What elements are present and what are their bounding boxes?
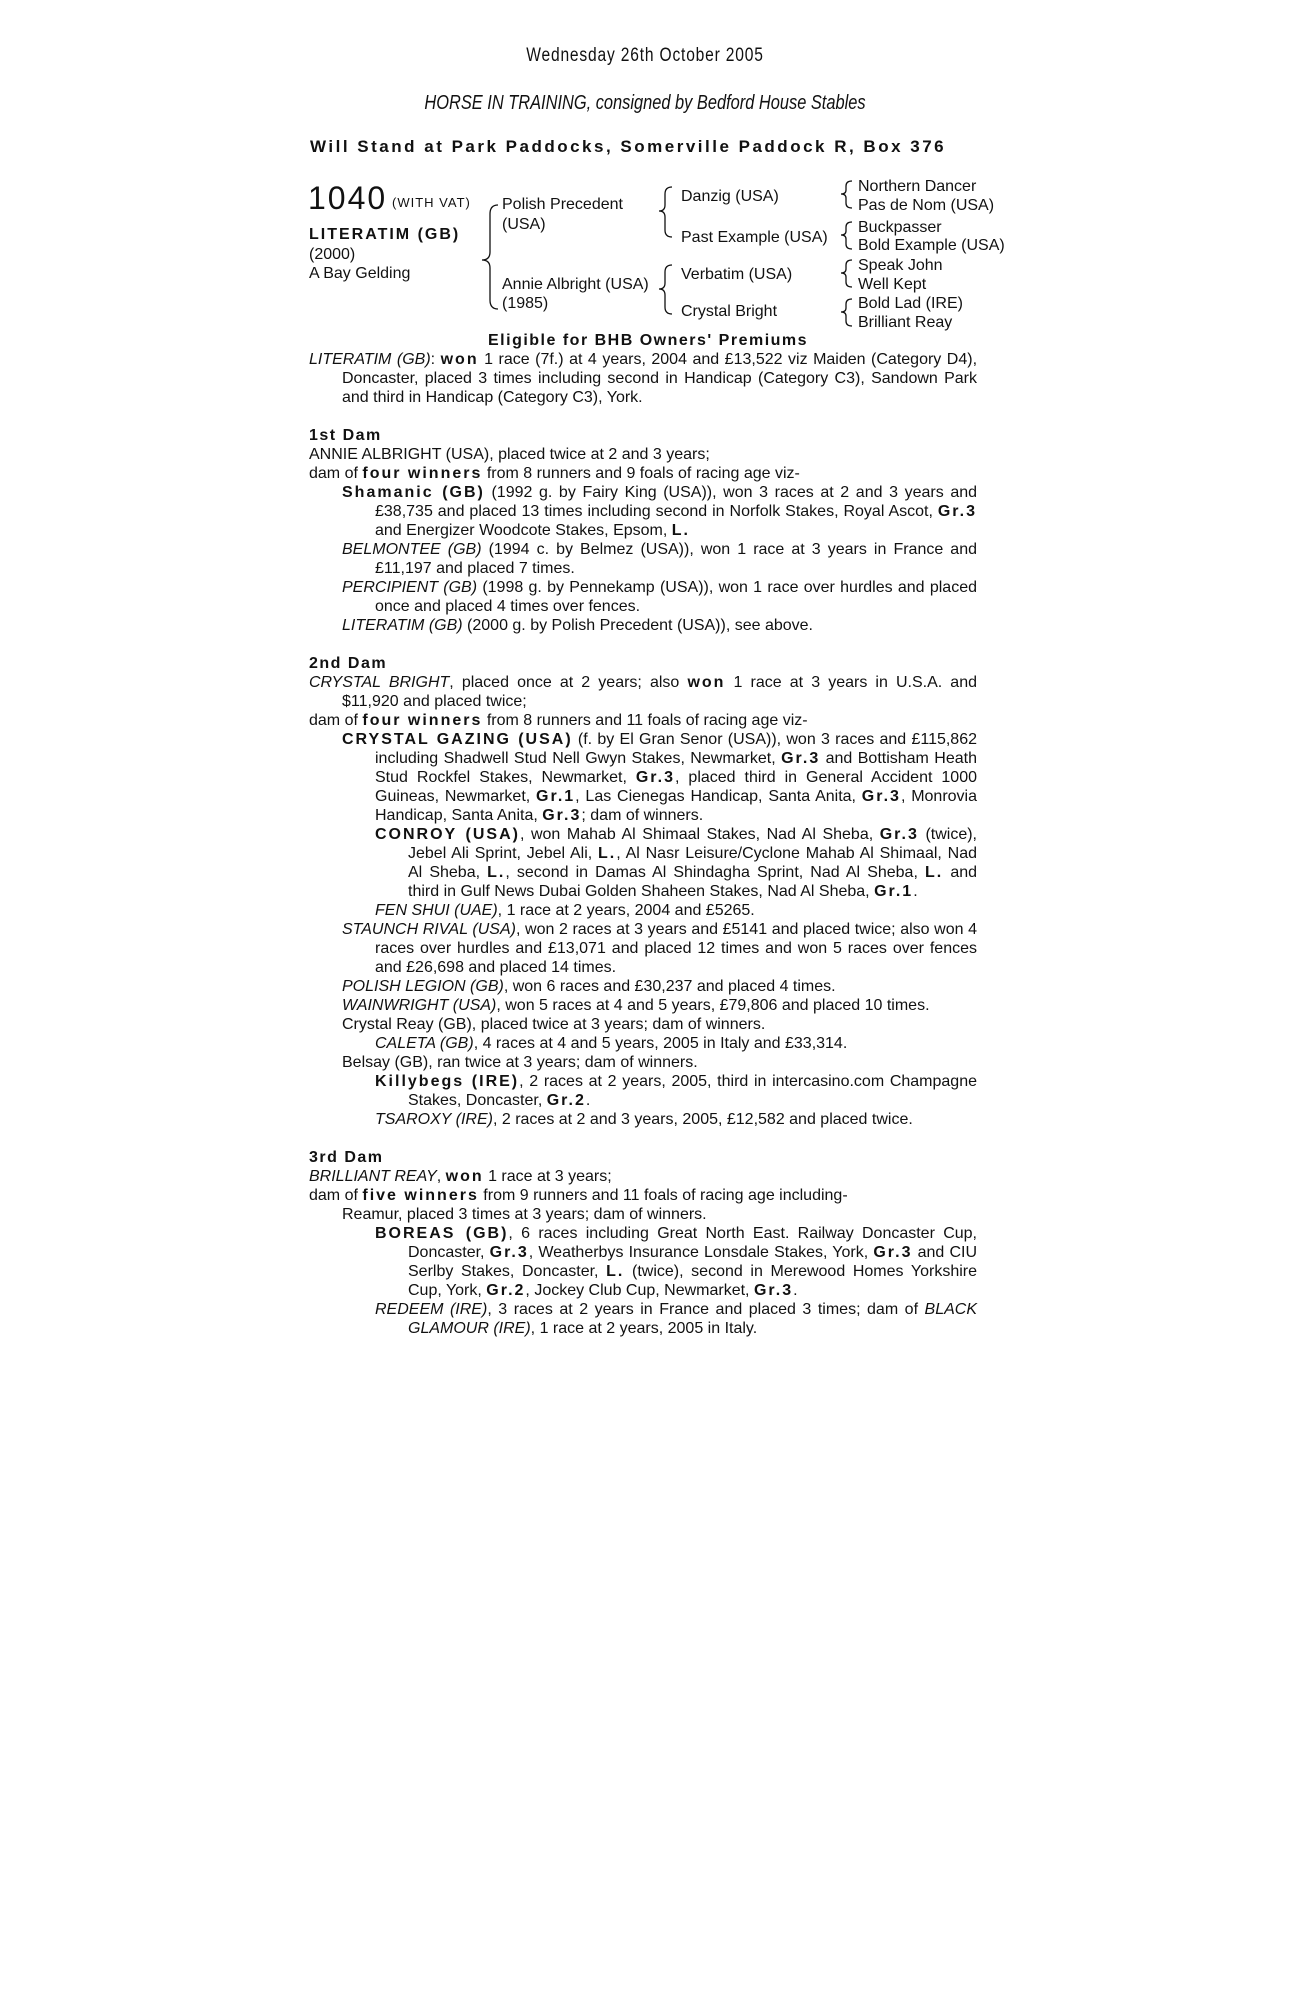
third-dam-heading: 3rd Dam [309, 1149, 384, 1166]
first-dam-produce-summary: dam of four winners from 8 runners and 9 foals of racing age viz- [309, 465, 800, 482]
pedigree-dss: Speak John [858, 257, 943, 274]
produce-percipient: PERCIPIENT (GB) (1998 g. by Pennekamp (USA)), won 1 race over hurdles and placed once and placed 4 times over fences. [342, 579, 978, 615]
record-text: 1 race (7f.) at 4 years, 2004 and £13,522 viz Maiden (Category D4), Doncaster, placed 3 times including second in Handicap (Category C3), Sandown Park and third in Handicap (Category C3), York. [342, 351, 978, 406]
sale-date: Wednesday 26th October 2005 [526, 45, 764, 66]
brace-past-example [841, 222, 852, 249]
pedigree-sire-dam: Past Example (USA) [681, 229, 828, 246]
third-dam-line: BRILLIANT REAY, won 1 race at 3 years; [309, 1168, 612, 1185]
lot-number: 1040 [308, 180, 388, 216]
pedigree-sire-sire: Danzig (USA) [681, 188, 779, 205]
record-horse-name: LITERATIM (GB) [309, 351, 431, 368]
produce-crystal-reay: Crystal Reay (GB), placed twice at 3 years; dam of winners. [342, 1016, 766, 1033]
produce-belmontee: BELMONTEE (GB) (1994 c. by Belmez (USA)), won 1 race at 3 years in France and £11,197 and placed 7 times. [342, 541, 978, 577]
produce-wainwright: WAINWRIGHT (USA), won 5 races at 4 and 5 years, £79,806 and placed 10 times. [342, 997, 930, 1014]
produce-reamur: Reamur, placed 3 times at 3 years; dam of winners. [342, 1206, 707, 1223]
brace-dam [659, 265, 672, 314]
second-dam-heading: 2nd Dam [309, 655, 388, 672]
produce-fen-shui: FEN SHUI (UAE), 1 race at 2 years, 2004 and £5265. [375, 902, 755, 919]
stand-location: Will Stand at Park Paddocks, Somerville Paddock R, Box 376 [310, 137, 947, 156]
brace-crystal-bright [841, 299, 852, 326]
pedigree-sire: Polish Precedent [502, 196, 623, 213]
brace-sire [659, 187, 672, 237]
consignment-line: HORSE IN TRAINING, consigned by Bedford House Stables [424, 92, 866, 114]
brace-verbatim [841, 260, 852, 287]
produce-conroy: CONROY (USA), won Mahab Al Shimaal Stakes, Nad Al Sheba, Gr.3 (twice), Jebel Ali Sprint, Jebel Ali, L., Al Nasr Leisure/Cyclone Mahab Al Shimaal, Nad Al Sheba, L., second in Damas Al Shindagha Sprint, Nad Al Sheba, L. and third in Gulf News Dubai Golden Shaheen Stakes, Nad Al Sheba, Gr.1. [375, 826, 978, 900]
produce-polish-legion: POLISH LEGION (GB), won 6 races and £30,237 and placed 4 times. [342, 978, 836, 995]
pedigree-ssd: Pas de Nom (USA) [858, 197, 995, 214]
second-dam-produce-summary: dam of four winners from 8 runners and 11 foals of racing age viz- [309, 712, 808, 729]
produce-shamanic: Shamanic (GB) (1992 g. by Fairy King (USA)), won 3 races at 2 and 3 years and £38,735 and placed 13 times including second in Norfolk Stakes, Royal Ascot, Gr.3 and Energizer Woodcote Stakes, Epsom, L. [342, 484, 978, 539]
pedigree-sire-suffix: (USA) [502, 216, 546, 233]
first-dam-line: ANNIE ALBRIGHT (USA), placed twice at 2 and 3 years; [309, 446, 710, 463]
record-won: won [440, 351, 479, 368]
pedigree-ddd: Brilliant Reay [858, 314, 953, 331]
brace-gen1 [482, 205, 498, 309]
first-dam-heading: 1st Dam [309, 427, 382, 444]
vat-note: (WITH VAT) [392, 195, 471, 210]
race-record: LITERATIM (GB): won 1 race (7f.) at 4 years, 2004 and £13,522 viz Maiden (Category D4), Doncaster, placed 3 times including second in Handicap (Category C3), Sandown Park and third in Handicap (Category C3), York. [309, 351, 978, 406]
horse-name: LITERATIM (GB) [309, 226, 461, 243]
produce-caleta: CALETA (GB), 4 races at 4 and 5 years, 2005 in Italy and £33,314. [375, 1035, 848, 1052]
pedigree-sdd: Bold Example (USA) [858, 237, 1005, 254]
horse-description: A Bay Gelding [309, 265, 411, 282]
brace-danzig [841, 181, 852, 208]
pedigree-dam-year: (1985) [502, 295, 549, 312]
pedigree-dsd: Well Kept [858, 276, 927, 293]
produce-crystal-gazing: CRYSTAL GAZING (USA) (f. by El Gran Senor (USA)), won 3 races and £115,862 including Shadwell Stud Nell Gwyn Stakes, Newmarket, Gr.3 and Bottisham Heath Stud Rockfel Stakes, Newmarket, Gr.3, placed third in General Accident 1000 Guineas, Newmarket, Gr.1, Las Cienegas Handicap, Santa Anita, Gr.3, Monrovia Handicap, Santa Anita, Gr.3; dam of winners. [342, 731, 978, 824]
pedigree-sss: Northern Dancer [858, 178, 977, 195]
pedigree-dds: Bold Lad (IRE) [858, 295, 963, 312]
third-dam-produce-summary: dam of five winners from 9 runners and 11 foals of racing age including- [309, 1187, 848, 1204]
horse-year: (2000) [309, 246, 356, 263]
pedigree-sds: Buckpasser [858, 219, 942, 236]
second-dam-line: CRYSTAL BRIGHT, placed once at 2 years; also won 1 race at 3 years in U.S.A. and $11,920 and placed twice; [309, 674, 977, 710]
eligibility-note: Eligible for BHB Owners' Premiums [488, 332, 809, 349]
pedigree-dam-sire: Verbatim (USA) [681, 266, 793, 283]
produce-belsay: Belsay (GB), ran twice at 3 years; dam of winners. [342, 1054, 698, 1071]
pedigree-dam-dam: Crystal Bright [681, 303, 778, 320]
produce-redeem: REDEEM (IRE), 3 races at 2 years in France and placed 3 times; dam of BLACK GLAMOUR (IRE), 1 race at 2 years, 2005 in Italy. [375, 1301, 978, 1337]
produce-tsaroxy: TSAROXY (IRE), 2 races at 2 and 3 years, 2005, £12,582 and placed twice. [375, 1111, 913, 1128]
catalogue-body [309, 350, 977, 1338]
pedigree-dam: Annie Albright (USA) [502, 276, 649, 293]
produce-boreas: BOREAS (GB), 6 races including Great North East. Railway Doncaster Cup, Doncaster, Gr.3, Weatherbys Insurance Lonsdale Stakes, York, Gr.3 and CIU Serlby Stakes, Doncaster, L. (twice), second in Merewood Homes Yorkshire Cup, York, Gr.2, Jockey Club Cup, Newmarket, Gr.3. [375, 1225, 978, 1299]
produce-literatim: LITERATIM (GB) (2000 g. by Polish Precedent (USA)), see above. [342, 617, 813, 634]
produce-killybegs: Killybegs (IRE), 2 races at 2 years, 2005, third in intercasino.com Champagne Stakes, Doncaster, Gr.2. [375, 1073, 977, 1109]
produce-staunch-rival: STAUNCH RIVAL (USA), won 2 races at 3 years and £5141 and placed twice; also won 4 races over hurdles and £13,071 and placed 12 times and won 5 races over fences and £26,698 and placed 14 times. [342, 921, 977, 976]
